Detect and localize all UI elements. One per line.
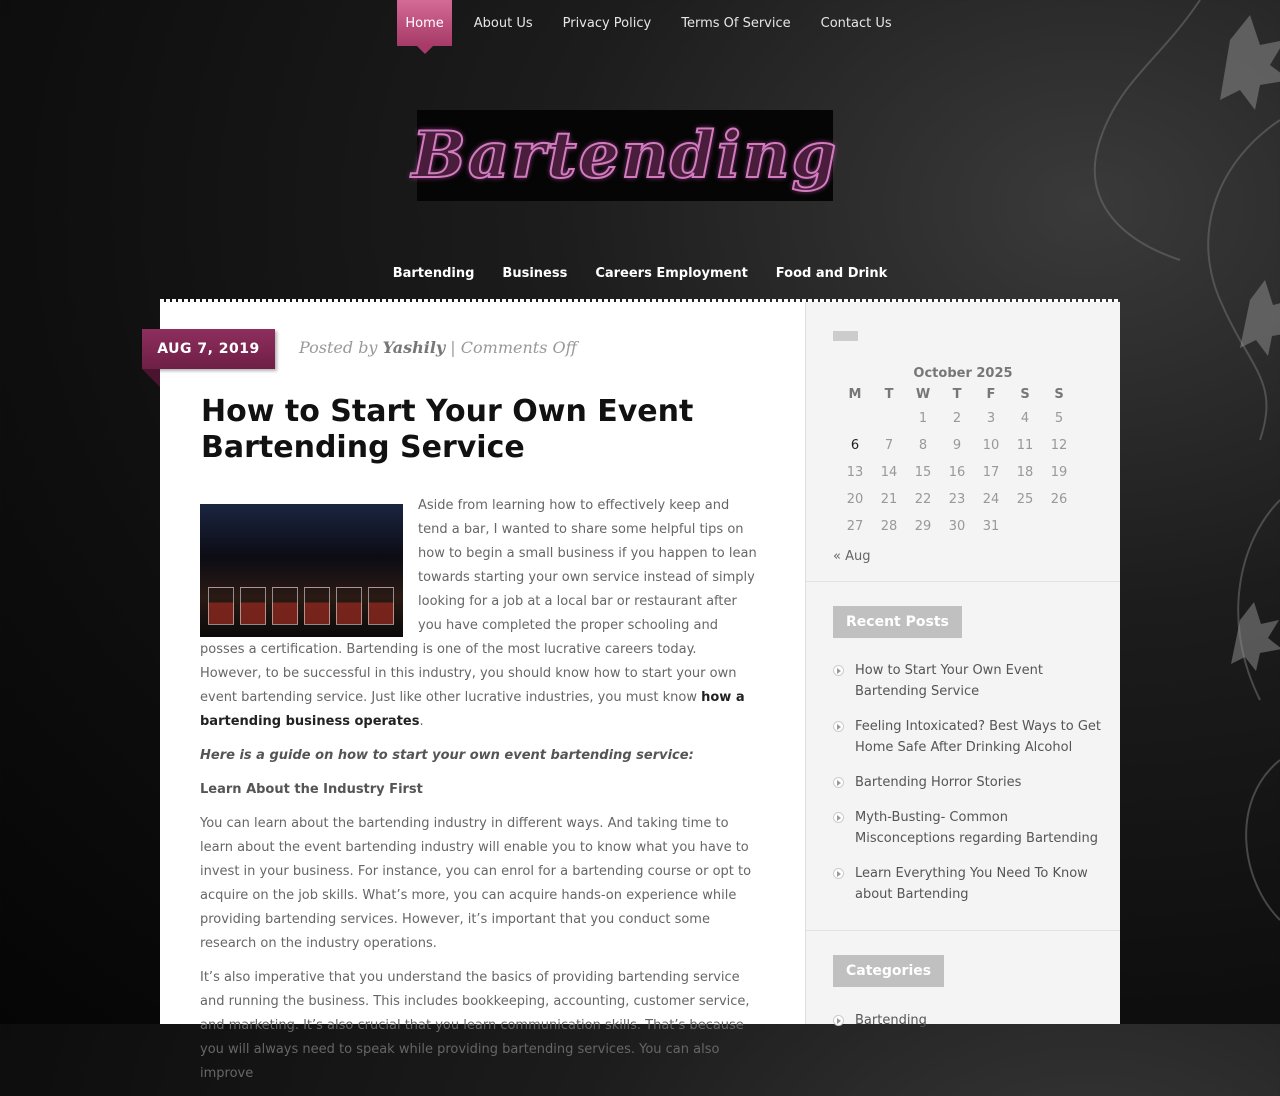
- calendar-widget: [838, 366, 1078, 540]
- calendar-weekday: F: [986, 386, 996, 402]
- recent-post-item[interactable]: [833, 807, 1103, 849]
- categories-title: Categories: [833, 955, 944, 987]
- categories-list: [833, 1010, 1103, 1045]
- calendar-day: 2: [952, 411, 962, 426]
- calendar-day: 24: [982, 492, 1000, 507]
- recent-post-item[interactable]: [833, 863, 1103, 905]
- calendar-day: [872, 405, 906, 432]
- calendar-day: 23: [948, 492, 966, 507]
- calendar-day: 21: [880, 492, 898, 507]
- post-paragraph-1: Aside from learning how to effectively keep and tend a bar, I wanted to share some helpful tips on how to begin a small business if you happen to lean towards starting your own service instead of simply looking for a job at a local bar or restaurant after you have completed the proper schooling and posses a certification. Bartending is one of the most lucrative careers today. However, to be successful in this industry, you should know how to start your own event bartending service. Just like other lucrative industries, you must know: [200, 498, 757, 705]
- calendar-day: 18: [1016, 465, 1034, 480]
- calendar-day: 5: [1054, 411, 1064, 426]
- cat-nav-bartending[interactable]: Bartending: [392, 266, 475, 281]
- calendar-day: [1042, 513, 1076, 540]
- calendar-day: 19: [1050, 465, 1068, 480]
- recent-posts-list: [833, 660, 1103, 919]
- category-item[interactable]: [833, 1010, 1103, 1031]
- nav-about-us[interactable]: About Us: [473, 15, 533, 31]
- calendar-day: 9: [952, 438, 962, 453]
- recent-post-item[interactable]: [833, 716, 1103, 758]
- calendar-day: 14: [880, 465, 898, 480]
- arrow-bullet-icon: [833, 665, 844, 676]
- nav-home[interactable]: Home: [397, 0, 451, 46]
- calendar-weekday: T: [952, 386, 962, 402]
- bartending-business-link[interactable]: how a bartending business operates: [200, 690, 745, 729]
- nav-terms-of-service[interactable]: Terms Of Service: [681, 15, 791, 31]
- cat-nav-food-and-drink[interactable]: Food and Drink: [775, 266, 888, 281]
- arrow-bullet-icon: [833, 1015, 844, 1026]
- sidebar-divider: [806, 581, 1120, 582]
- post-title[interactable]: How to Start Your Own Event Bartending Service: [201, 394, 694, 465]
- section-heading: Learn About the Industry First: [200, 782, 423, 797]
- sidebar-divider: [806, 930, 1120, 931]
- calendar-day: 3: [986, 411, 996, 426]
- calendar-day: 11: [1016, 438, 1034, 453]
- list-item-label: Bartending Horror Stories: [855, 775, 1022, 790]
- calendar-day: 28: [880, 519, 898, 534]
- list-item-label: How to Start Your Own Event Bartending Service: [855, 663, 1043, 699]
- list-item-label: Myth-Busting- Common Misconceptions regarding Bartending: [855, 810, 1098, 846]
- cat-nav-careers-employment[interactable]: Careers Employment: [595, 266, 748, 281]
- calendar-day: 20: [846, 492, 864, 507]
- site-logo[interactable]: [411, 110, 839, 201]
- calendar-weekday: T: [884, 386, 894, 402]
- cat-nav-business[interactable]: Business: [502, 266, 568, 281]
- calendar-day: 7: [884, 438, 894, 453]
- post-paragraph-2: You can learn about the bartending industry in different ways. And taking time to learn about the event bartending industry will enable you to know what you have to invest in your business. For instance, you can enrol for a bartending course or opt to acquire on the job skills. What’s more, you can acquire hands-on experience while providing bartending services. However, it’s important that you conduct some research on the industry operations.: [200, 816, 752, 951]
- calendar-day: 10: [982, 438, 1000, 453]
- recent-post-item[interactable]: [833, 772, 1103, 793]
- category-navigation: [0, 266, 1280, 281]
- arrow-bullet-icon: [833, 721, 844, 732]
- calendar-caption: October 2025: [913, 366, 1013, 381]
- list-item-label: Bartending: [855, 1013, 927, 1028]
- calendar-day: 25: [1016, 492, 1034, 507]
- arrow-bullet-icon: [833, 777, 844, 788]
- recent-post-item[interactable]: [833, 660, 1103, 702]
- calendar-day: 31: [982, 519, 1000, 534]
- calendar-prev-month-link[interactable]: « Aug: [833, 549, 871, 564]
- arrow-bullet-icon: [833, 868, 844, 879]
- comments-status: Comments Off: [460, 338, 577, 357]
- para1-period: .: [419, 714, 424, 729]
- calendar-table: [838, 383, 1076, 540]
- post-thumbnail-image[interactable]: [200, 504, 403, 637]
- calendar-day: 12: [1050, 438, 1068, 453]
- calendar-widget-label: [833, 331, 858, 341]
- post-date-ribbon: AUG 7, 2019: [142, 329, 275, 369]
- meta-separator: |: [445, 338, 461, 357]
- logo-text: Bartending: [411, 118, 839, 193]
- calendar-day: 17: [982, 465, 1000, 480]
- calendar-weekday: S: [1020, 386, 1030, 402]
- nav-contact-us[interactable]: Contact Us: [820, 15, 892, 31]
- calendar-day: 6: [850, 438, 860, 453]
- calendar-weekday: W: [915, 386, 931, 402]
- list-item-label: Learn Everything You Need To Know about Bartending: [855, 866, 1088, 902]
- nav-privacy-policy[interactable]: Privacy Policy: [562, 15, 652, 31]
- guide-intro: Here is a guide on how to start your own event bartending service:: [200, 748, 694, 763]
- calendar-day: 4: [1020, 411, 1030, 426]
- calendar-day: 27: [846, 519, 864, 534]
- calendar-day: 8: [918, 438, 928, 453]
- calendar-day: 22: [914, 492, 932, 507]
- calendar-day: 26: [1050, 492, 1068, 507]
- list-item-label: Feeling Intoxicated? Best Ways to Get Home Safe After Drinking Alcohol: [855, 719, 1101, 755]
- post-author[interactable]: Yashily: [382, 338, 446, 357]
- top-navigation: [0, 0, 1280, 56]
- calendar-day: 16: [948, 465, 966, 480]
- calendar-day: 1: [918, 411, 928, 426]
- arrow-bullet-icon: [833, 812, 844, 823]
- post-paragraph-3: It’s also imperative that you understand the basics of providing bartending service and running the business. This includes bookkeeping, accounting, customer service, and marketing. It’s also crucial that you learn communication skills. That’s because you will always need to speak while providing bartending services. You can also improve: [200, 970, 750, 1081]
- calendar-weekday: M: [848, 386, 862, 402]
- calendar-day: [1008, 513, 1042, 540]
- recent-posts-title: Recent Posts: [833, 606, 962, 638]
- calendar-day: 29: [914, 519, 932, 534]
- calendar-day: 15: [914, 465, 932, 480]
- calendar-weekday: S: [1054, 386, 1064, 402]
- post-meta: [299, 338, 577, 357]
- calendar-day: 30: [948, 519, 966, 534]
- posted-by-label: Posted by: [299, 338, 378, 357]
- calendar-day: 13: [846, 465, 864, 480]
- calendar-day: [838, 405, 872, 432]
